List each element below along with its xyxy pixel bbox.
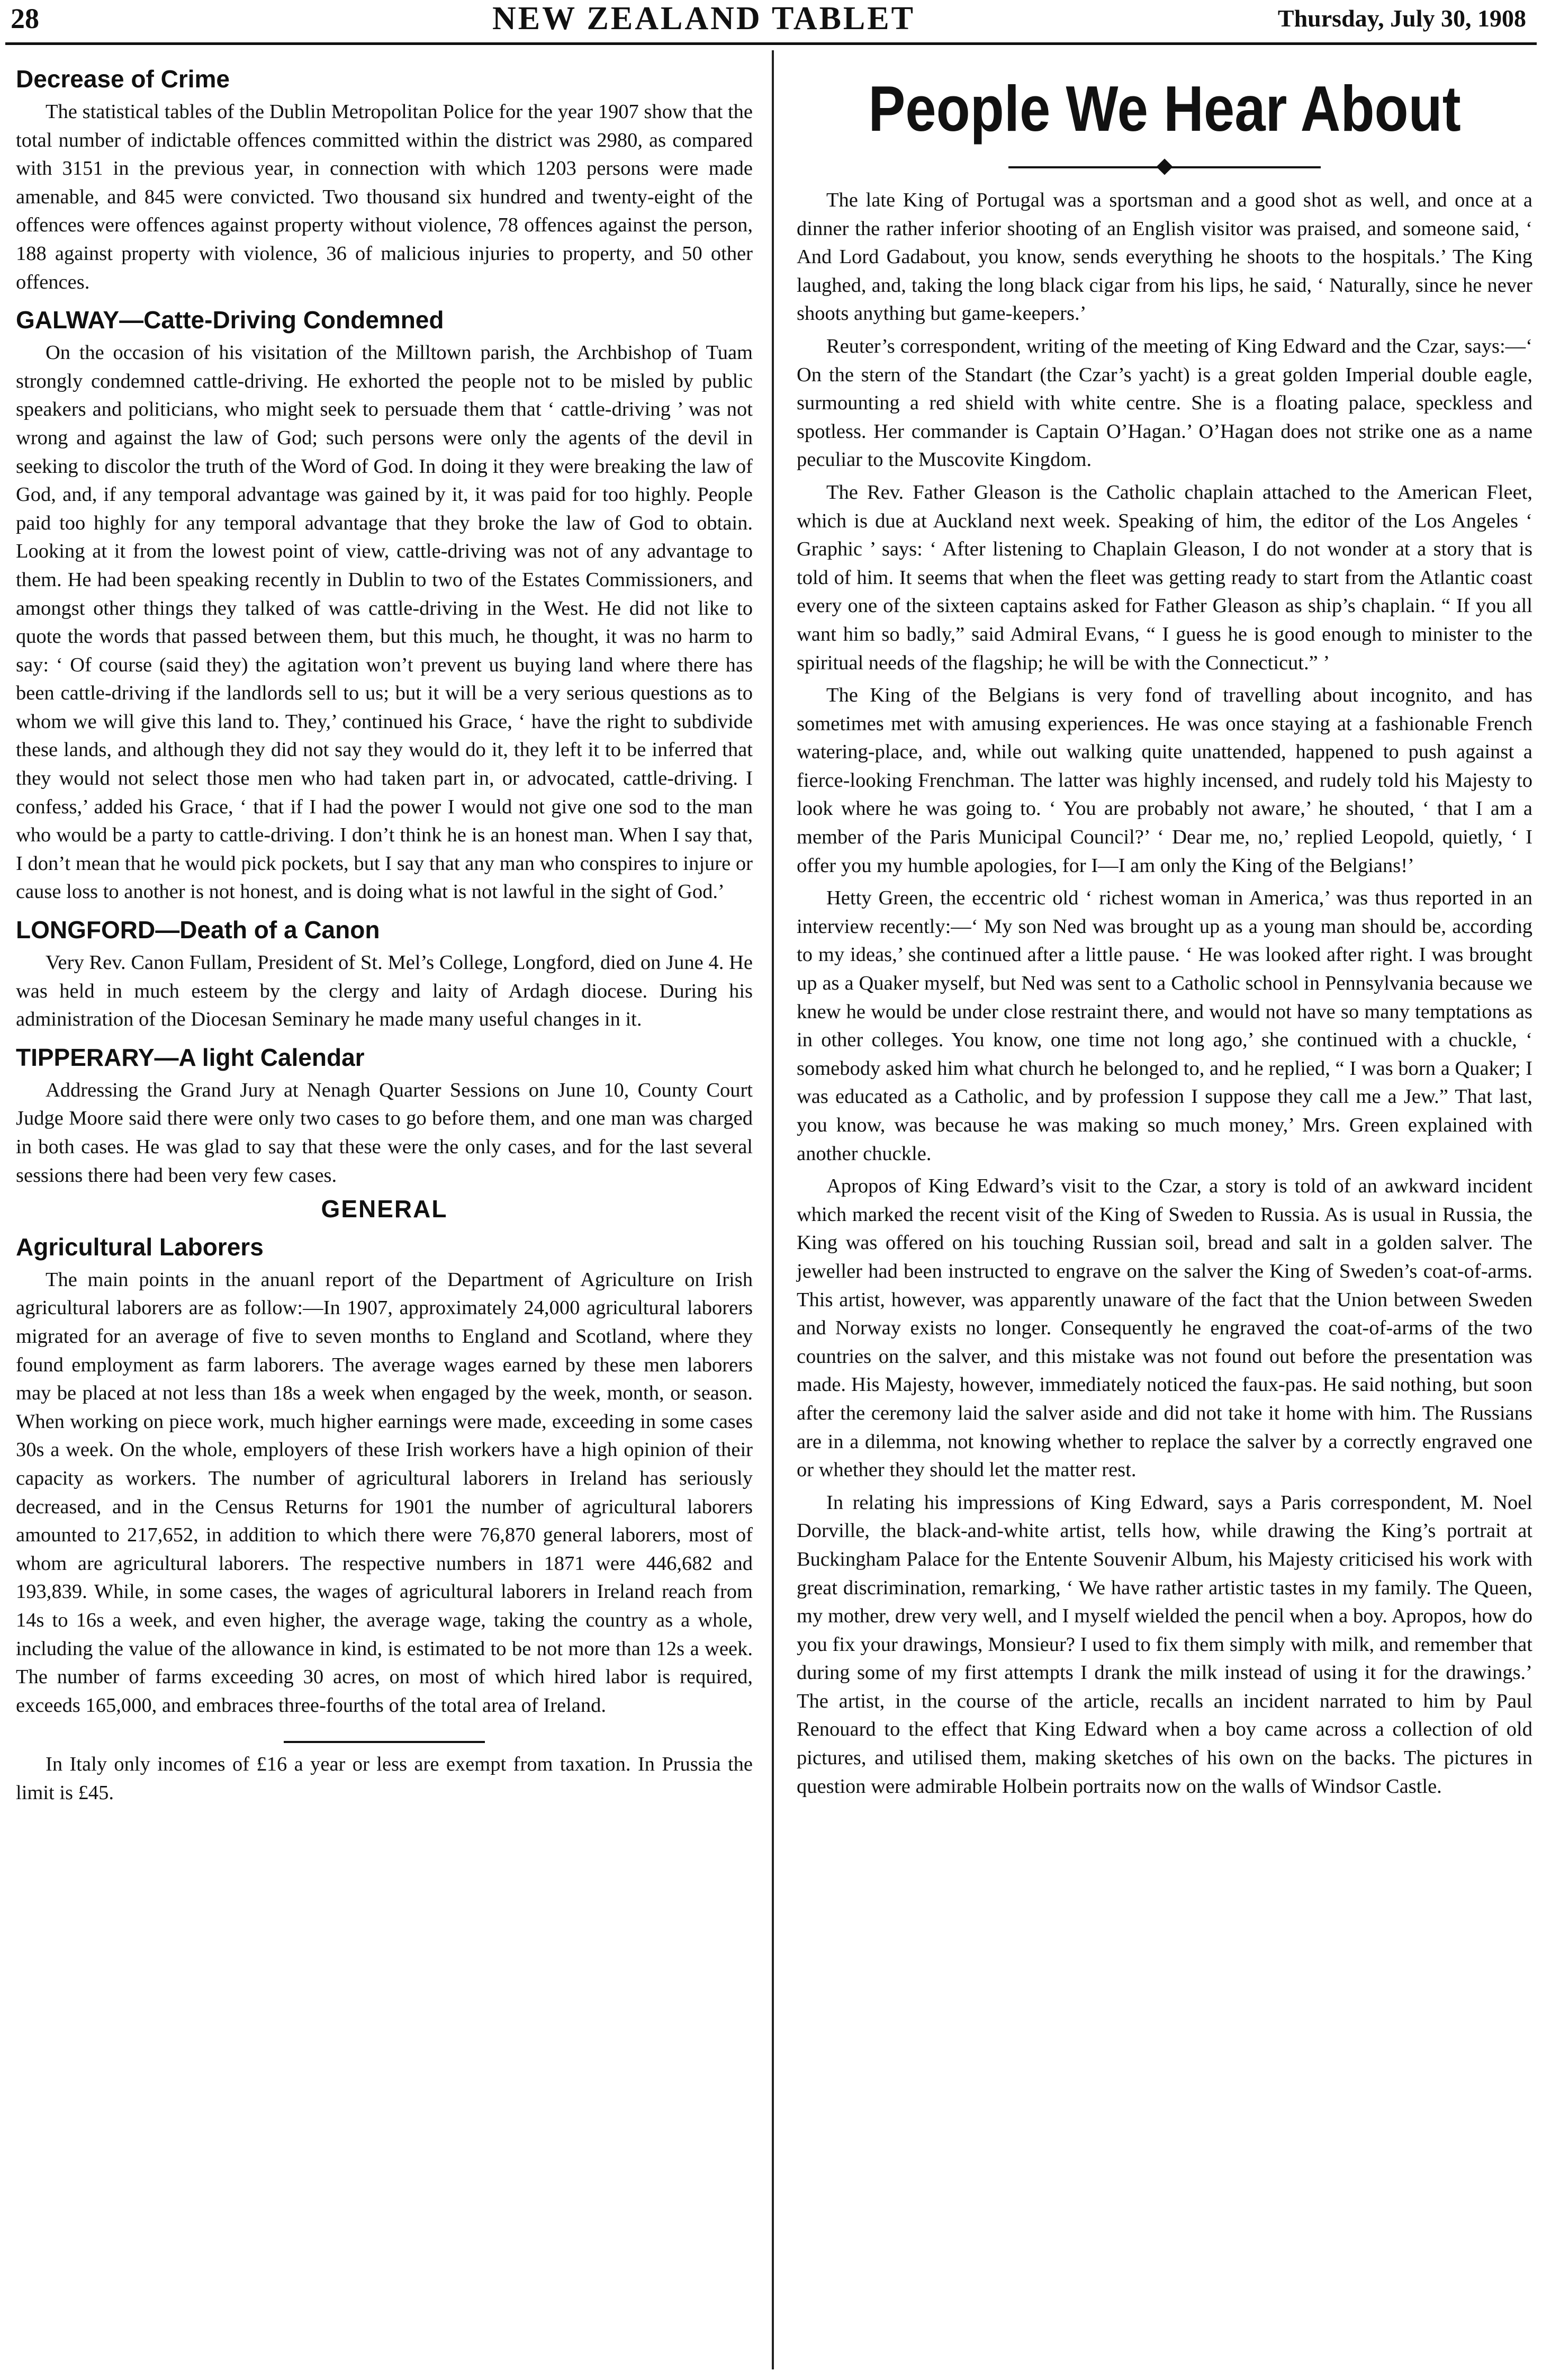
right-column bbox=[797, 74, 1532, 1805]
diamond-ornament-icon bbox=[1156, 158, 1173, 175]
section-heading-longford: LONGFORD—Death of a Canon bbox=[16, 916, 380, 944]
title-ornament bbox=[797, 159, 1532, 175]
paragraph-king-sweden: Apropos of King Edward’s visit to the Czar, a story is told of an awkward incident which marked the recent visit of the King of Sweden to Russia. As is usual in Russia, the King was offered on his touching Russian soil, bread and salt in a golden salver. The jeweller had been instructed to engrave on the salver the King of Sweden’s coat-of-arms. This artist, however, was apparently unaware of the fact that the Union between Sweden and Norway exists no longer. Consequently he engraved the coat-of-arms of the two countries on the salver, and this mistake was not found out before the presentation was made. His Majesty, however, immediately noticed the faux-pas. He said nothing, but soon after the ceremony laid the salver aside and did not take it home with him. The Russians are in a dilemma, not knowing whether to replace the salver by a correctly engraved one or whether they should let the matter rest. bbox=[797, 1175, 1532, 1481]
article-crime: The statistical tables of the Dublin Metropolitan Police for the year 1907 show that the total number of indictable offences committed within the district was 2980, as compared with 3151 in the previous year, in connection with which 1203 persons were made amenable, and 845 were convicted. Two thousand six hundred and twenty-eight of the offences were offences against property without violence, 78 offences against the person, 188 against property with violence, 36 of malicious injuries to property, and 50 other offences. bbox=[16, 101, 753, 293]
paragraph-hetty-green: Hetty Green, the eccentric old ‘ richest woman in America,’ was thus reported in an interview recently:—‘ My son Ned was brought up as a young man should be, according to my ideas,’ she continued after a little pause. ‘ He was looked after right. I was brought up as a Quaker myself, but Ned was sent to a Catholic school in Pennsylvania because we knew he would be under close restraint there, and would not have so many temptations as in other colleges. You know, one time not long ago,’ she continued with a chuckle, ‘ somebody asked him what church he belonged to, and he replied, “ I was born a Quaker; I was educated as a Catholic, and by profession I suppose they call me a Jew.” That last, you know, was because he was making so much money,’ Mrs. Green explained with another chuckle. bbox=[797, 887, 1532, 1165]
article-galway: On the occasion of his visitation of the Milltown parish, the Archbishop of Tuam strongly condemned cattle-driving. He exhorted the people not to be misled by public speakers and politicians, who might seek to persuade them that ‘ cattle-driving ’ was not wrong and against the law of God; such persons were only the agents of the devil in seeking to discolor the truth of the Word of God. In doing it they were breaking the law of God, and, if any temporal advantage was gained by it, it was paid for too highly. People paid too highly for any temporal advantage that they broke the law of God to obtain. Looking at it from the lowest point of view, cattle-driving was not of any advantage to them. He had been speaking recently in Dublin to two of the Estates Commissioners, and amongst other things they talked of was cattle-driving in the West. He did not like to quote the words that passed between them, but this much, he thought, it was no harm to say: ‘ Of course (said they) the agitation won’t prevent us buying land where there has been cattle-driving if the landlords sell to us; but it will be a very serious questions as to whom we will give this land to. They,’ continued his Grace, ‘ have the right to subdivide these lands, and although they did not say they would do it, they left it to be inferred that they would not select those men who had taken part in, or advocated, cattle-driving. I confess,’ added his Grace, ‘ that if I had the power I would not give one sod to the man who would be a party to cattle-driving. I don’t think he is an honest man. When I say that, I don’t mean that he would pick pockets, but I say that any man who conspires to injure or cause loss to another is not honest, and is doing what is not lawful in the sight of God.’ bbox=[16, 342, 753, 903]
issue-date: Thursday, July 30, 1908 bbox=[1277, 5, 1526, 32]
paragraph-king-belgians: The King of the Belgians is very fond of travelling about incognito, and has sometimes met with amusing experiences. He was once staying at a fashionable French watering-place, and, while out walking quite unattended, happened to push against a fierce-looking Frenchman. The latter was highly incensed, and rudely told his Majesty to look where he was going to. ‘ You are probably not aware,’ he shouted, ‘ that I am a member of the Paris Municipal Council?’ ‘ Dear me, no,’ replied Leopold, quietly, ‘ I offer you my humble apologies, for I—I am only the King of the Belgians!’ bbox=[797, 684, 1532, 877]
section-heading-general: GENERAL bbox=[321, 1195, 448, 1223]
footnote-taxation: In Italy only incomes of £16 a year or less are exempt from taxation. In Prussia the limit is £45. bbox=[16, 1753, 753, 1804]
article-tipperary: Addressing the Grand Jury at Nenagh Quarter Sessions on June 10, County Court Judge Moore said there were only two cases to go before them, and one man was charged in both cases. He was glad to say that these were the only cases, and for the last several sessions there had been very few cases. bbox=[16, 1079, 753, 1187]
section-heading-tipperary: TIPPERARY—A light Calendar bbox=[16, 1043, 365, 1071]
paragraph-king-portugal: The late King of Portugal was a sportsman and a good shot as well, and once at a dinner the rather inferior shooting of an English visitor was praised, and someone said, ‘ And Lord Gadabout, you know, sends everything he shoots to the hospitals.’ The King laughed, and, taking the long black cigar from his lips, he said, ‘ Naturally, since he never shoots anything but game-keepers.’ bbox=[797, 189, 1532, 325]
section-heading-galway: GALWAY—Catte-Driving Condemned bbox=[16, 306, 444, 334]
page-header bbox=[0, 0, 1542, 40]
paragraph-king-edward-czar: Reuter’s correspondent, writing of the meeting of King Edward and the Czar, says:—‘ On the stern of the Standart (the Czar’s yacht) is a great golden Imperial double eagle, surmounting a red shield with white centre. She is a floating palace, speckless and spotless. Her commander is Captain O’Hagan.’ O’Hagan does not strike one as a name peculiar to the Muscovite Kingdom. bbox=[797, 335, 1532, 471]
page-number: 28 bbox=[11, 3, 39, 34]
article-agricultural-laborers: The main points in the anuanl report of the Department of Agriculture on Irish agricultural laborers are as follow:—In 1907, approximately 24,000 agricultural laborers migrated for an average of five to seven months to England and Scotland, where they found employment as farm laborers. The average wages earned by these men laborers may be placed at not less than 18s a week when engaged by the week, month, or season. When working on piece work, much higher earnings were made, exceeding in some cases 30s a week. On the whole, employers of these Irish workers have a high opinion of their capacity as workers. The number of agricultural laborers in Ireland has seriously decreased, and in the Census Returns for 1901 the number of agricultural laborers amounted to 217,652, in addition to which there were 76,870 general laborers, most of whom are agricultural laborers. The respective numbers in 1871 were 446,682 and 193,839. While, in some cases, the wages of agricultural laborers in Ireland reach from 14s to 16s a week, and even higher, the average wage, taking the country as a whole, including the value of the allowance in kind, is estimated to be not more than 12s a week. The number of farms exceeding 30 acres, on most of which hired labor is required, exceeds 165,000, and embraces three-fourths of the total area of Ireland. bbox=[16, 1268, 753, 1717]
section-heading-crime: Decrease of Crime bbox=[16, 65, 230, 93]
feature-title: People We Hear About bbox=[868, 73, 1461, 145]
header-rule bbox=[5, 42, 1537, 45]
left-column bbox=[16, 56, 753, 1811]
footnote-rule bbox=[284, 1741, 485, 1743]
column-divider bbox=[772, 50, 774, 2369]
subheading-agricultural-laborers: Agricultural Laborers bbox=[16, 1233, 264, 1261]
paragraph-father-gleason: The Rev. Father Gleason is the Catholic chaplain attached to the American Fleet, which is due at Auckland next week. Speaking of him, the editor of the Los Angeles ‘ Graphic ’ says: ‘ After listening to Chaplain Gleason, I do not wonder at a story that is told of him. It seems that when the fleet was getting ready to start from the Atlantic coast every one of the sixteen captains asked for Father Gleason as ship’s chaplain. “ If you all want him so badly,” said Admiral Evans, “ I guess he is good enough to minister to the spiritual needs of the flagship; he will be with the Connecticut.” ’ bbox=[797, 481, 1532, 674]
paragraph-noel-dorville: In relating his impressions of King Edward, says a Paris correspondent, M. Noel Dorville, the black-and-white artist, tells how, while drawing the King’s portrait at Buckingham Palace for the Entente Souvenir Album, his Majesty criticised his work with great discrimination, remarking, ‘ We have rather artistic tastes in my family. The Queen, my mother, drew very well, and I myself wielded the pencil when a boy. Apropos, how do you fix your drawings, Monsieur? I used to fix them simply with milk, and remember that during some of my first attempts I drank the milk instead of using it for the drawings.’ The artist, in the course of the article, recalls an incident narrated to him by Paul Renouard to the effect that King Edward when a boy came across a collection of old pictures, and utilised them, making sketches of his own on the backs. The pictures in question were admirable Holbein portraits now on the walls of Windsor Castle. bbox=[797, 1491, 1532, 1798]
article-longford: Very Rev. Canon Fullam, President of St. Mel’s College, Longford, died on June 4. He was held in much esteem by the clergy and laity of Ardagh diocese. During his administration of the Diocesan Seminary he made many useful changes in it. bbox=[16, 951, 753, 1031]
publication-title: NEW ZEALAND TABLET bbox=[492, 1, 915, 37]
